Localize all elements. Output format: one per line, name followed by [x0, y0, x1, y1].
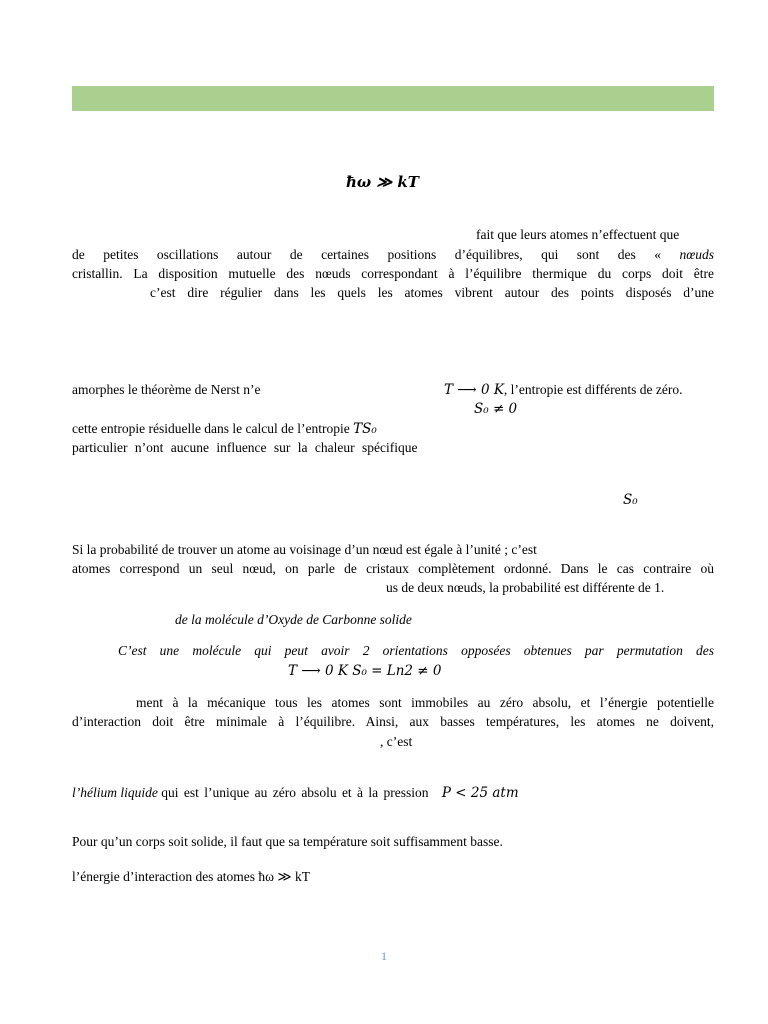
p2-line3-math: TS₀	[353, 421, 377, 437]
p1-line4-a: c’est	[150, 285, 176, 300]
p2-line5-math: S₀	[623, 492, 638, 508]
p1-line2	[72, 247, 714, 263]
p2-line2-math: S₀ ≠ 0	[474, 401, 518, 417]
p8-line: l’énergie d’interaction des atomes ħω ≫ kT	[72, 869, 310, 884]
p6-line1	[72, 785, 519, 801]
p2-line1-math-wrap	[444, 382, 682, 398]
header-band	[72, 86, 714, 111]
p2-line3-text: cette entropie résiduelle dans le calcul de l’entropie	[72, 421, 350, 436]
p2-line1-end: , l’entropie est différents de zéro.	[503, 382, 683, 397]
p5-line3: , c’est	[380, 734, 413, 749]
page-number: 1	[381, 949, 387, 963]
p4-line1: de la molécule d’Oxyde de Carbonne solide	[175, 612, 412, 627]
p6-math: P < 25 atm	[441, 785, 519, 801]
p1-line4	[150, 285, 714, 301]
main-formula: ħω ≫ kT	[346, 173, 419, 191]
p7-line: Pour qu’un corps soit solide, il faut que sa température soit suffisamment basse.	[72, 834, 503, 849]
p5-line2: d’interaction doit être minimale à l’équilibre. Ainsi, aux basses températures, les atomes ne doivent,	[72, 714, 714, 729]
p6-italic: l’hélium liquide	[72, 785, 158, 800]
p3-line2: atomes correspond un seul nœud, on parle de cristaux complètement ordonné. Dans le cas contraire où	[72, 561, 714, 576]
p2-line1-math: T ⟶ 0 K	[444, 382, 504, 398]
p1-line3: cristallin. La disposition mutuelle des nœuds correspondant à l’équilibre thermique du corps doit être	[72, 266, 714, 281]
p1-line1: fait que leurs atomes n’effectuent que	[476, 227, 680, 242]
p1-line4-b: dire	[187, 285, 209, 300]
p3-line1: Si la probabilité de trouver un atome au voisinage d’un nœud est égale à l’unité ; c’est	[72, 542, 537, 557]
p2-line4: particulier n’ont aucune influence sur la chaleur spécifique	[72, 440, 418, 455]
p3-line3: us de deux nœuds, la probabilité est différente de 1.	[386, 580, 665, 595]
p4-line3-math: T ⟶ 0 K S₀ = Ln2 ≠ 0	[288, 663, 442, 679]
p5-line1: ment à la mécanique tous les atomes sont immobiles au zéro absolu, et l’énergie potentielle	[136, 695, 714, 710]
p1-line2-text: de petites oscillations autour de certaines positions d’équilibres, qui sont des «	[72, 247, 662, 262]
p4-line2: C’est une molécule qui peut avoir 2 orientations opposées obtenues par permutation des	[118, 643, 714, 658]
p1-line2-italic: nœuds	[679, 247, 715, 262]
p2-line3	[72, 421, 377, 437]
p2-line1-text: amorphes le théorème de Nerst n’e	[72, 382, 261, 397]
p6-text: qui est l’unique au zéro absolu et à la pression	[161, 785, 429, 800]
p1-line4-c: régulier dans les quels les atomes vibrent autour des points disposés d’une	[220, 285, 715, 300]
